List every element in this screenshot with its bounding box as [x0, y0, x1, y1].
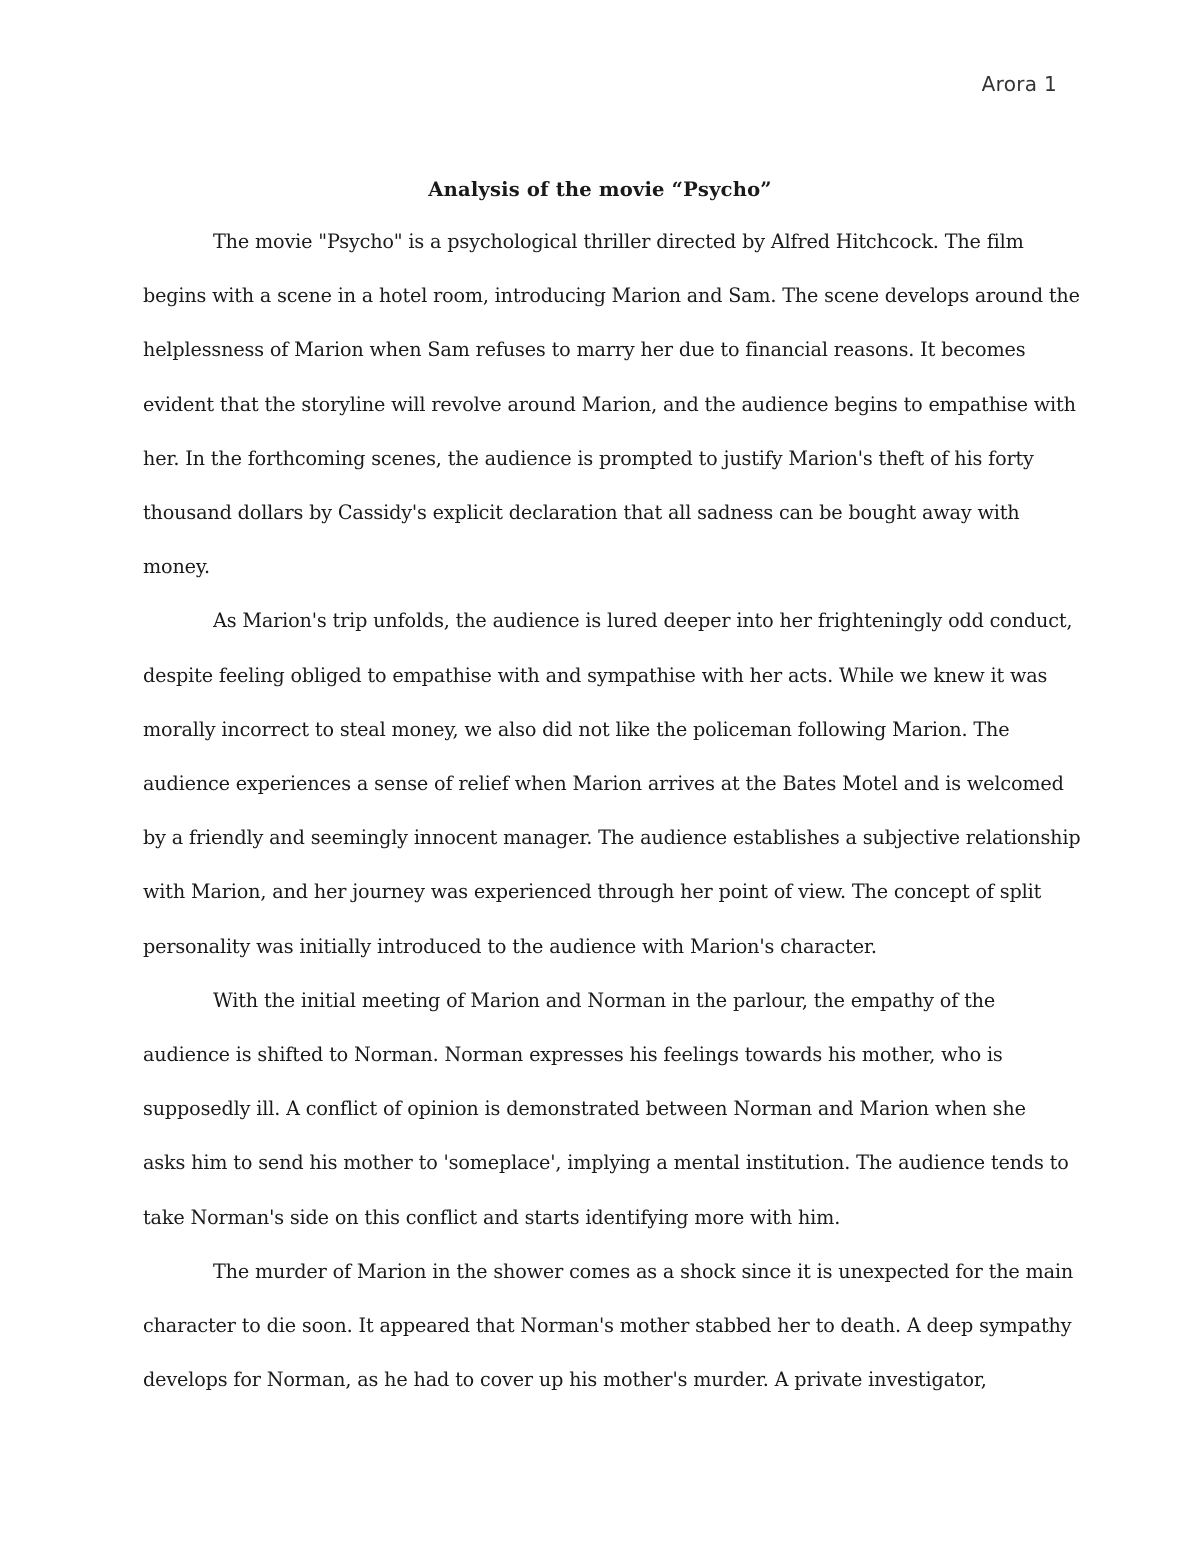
text-line: develops for Norman, as he had to cover up his mother's murder. A private investigator, — [143, 1368, 987, 1392]
text-line: character to die soon. It appeared that Norman's mother stabbed her to death. A deep sympathy — [143, 1314, 1072, 1338]
text-line: take Norman's side on this conflict and starts identifying more with him. — [143, 1205, 841, 1229]
text-line: With the initial meeting of Marion and Norman in the parlour, the empathy of the — [213, 988, 996, 1012]
text-line: thousand dollars by Cassidy's explicit declaration that all sadness can be bought away with — [143, 501, 1020, 525]
text-line: supposedly ill. A conflict of opinion is demonstrated between Norman and Marion when she — [143, 1097, 1026, 1121]
text-line: despite feeling obliged to empathise with and sympathise with her acts. While we knew it was — [143, 663, 1048, 687]
text-line: money. — [143, 555, 210, 579]
paragraph — [143, 215, 1080, 594]
running-head: Arora 1 — [981, 72, 1057, 96]
text-line: morally incorrect to steal money, we also did not like the policeman following Marion. The — [143, 717, 1010, 741]
text-line: audience is shifted to Norman. Norman expresses his feelings towards his mother, who is — [143, 1043, 1003, 1067]
text-line: The movie "Psycho" is a psychological thriller directed by Alfred Hitchcock. The film — [213, 230, 1024, 253]
text-line: audience experiences a sense of relief when Marion arrives at the Bates Motel and is welcomed — [143, 772, 1064, 796]
text-line: helplessness of Marion when Sam refuses to marry her due to financial reasons. It becomes — [143, 338, 1026, 362]
text-line: with Marion, and her journey was experienced through her point of view. The concept of split — [143, 880, 1042, 904]
document-title: Analysis of the movie “Psycho” — [428, 178, 772, 201]
text-line: personality was initially introduced to the audience with Marion's character. — [143, 934, 877, 958]
text-line: asks him to send his mother to 'someplace', implying a mental institution. The audience tends to — [143, 1151, 1069, 1175]
paragraph — [143, 1245, 1074, 1408]
text-line: evident that the storyline will revolve around Marion, and the audience begins to empathise with — [143, 392, 1076, 416]
paragraph — [143, 594, 1081, 973]
text-line: begins with a scene in a hotel room, introducing Marion and Sam. The scene develops around the — [143, 284, 1080, 308]
text-line: As Marion's trip unfolds, the audience is lured deeper into her frighteningly odd conduct, — [213, 609, 1073, 633]
paragraph — [143, 974, 1069, 1245]
document-body — [143, 215, 1081, 1407]
text-line: her. In the forthcoming scenes, the audience is prompted to justify Marion's theft of his forty — [143, 446, 1034, 470]
text-line: The murder of Marion in the shower comes as a shock since it is unexpected for the main — [213, 1259, 1074, 1283]
text-line: by a friendly and seemingly innocent manager. The audience establishes a subjective relationship — [143, 826, 1081, 850]
